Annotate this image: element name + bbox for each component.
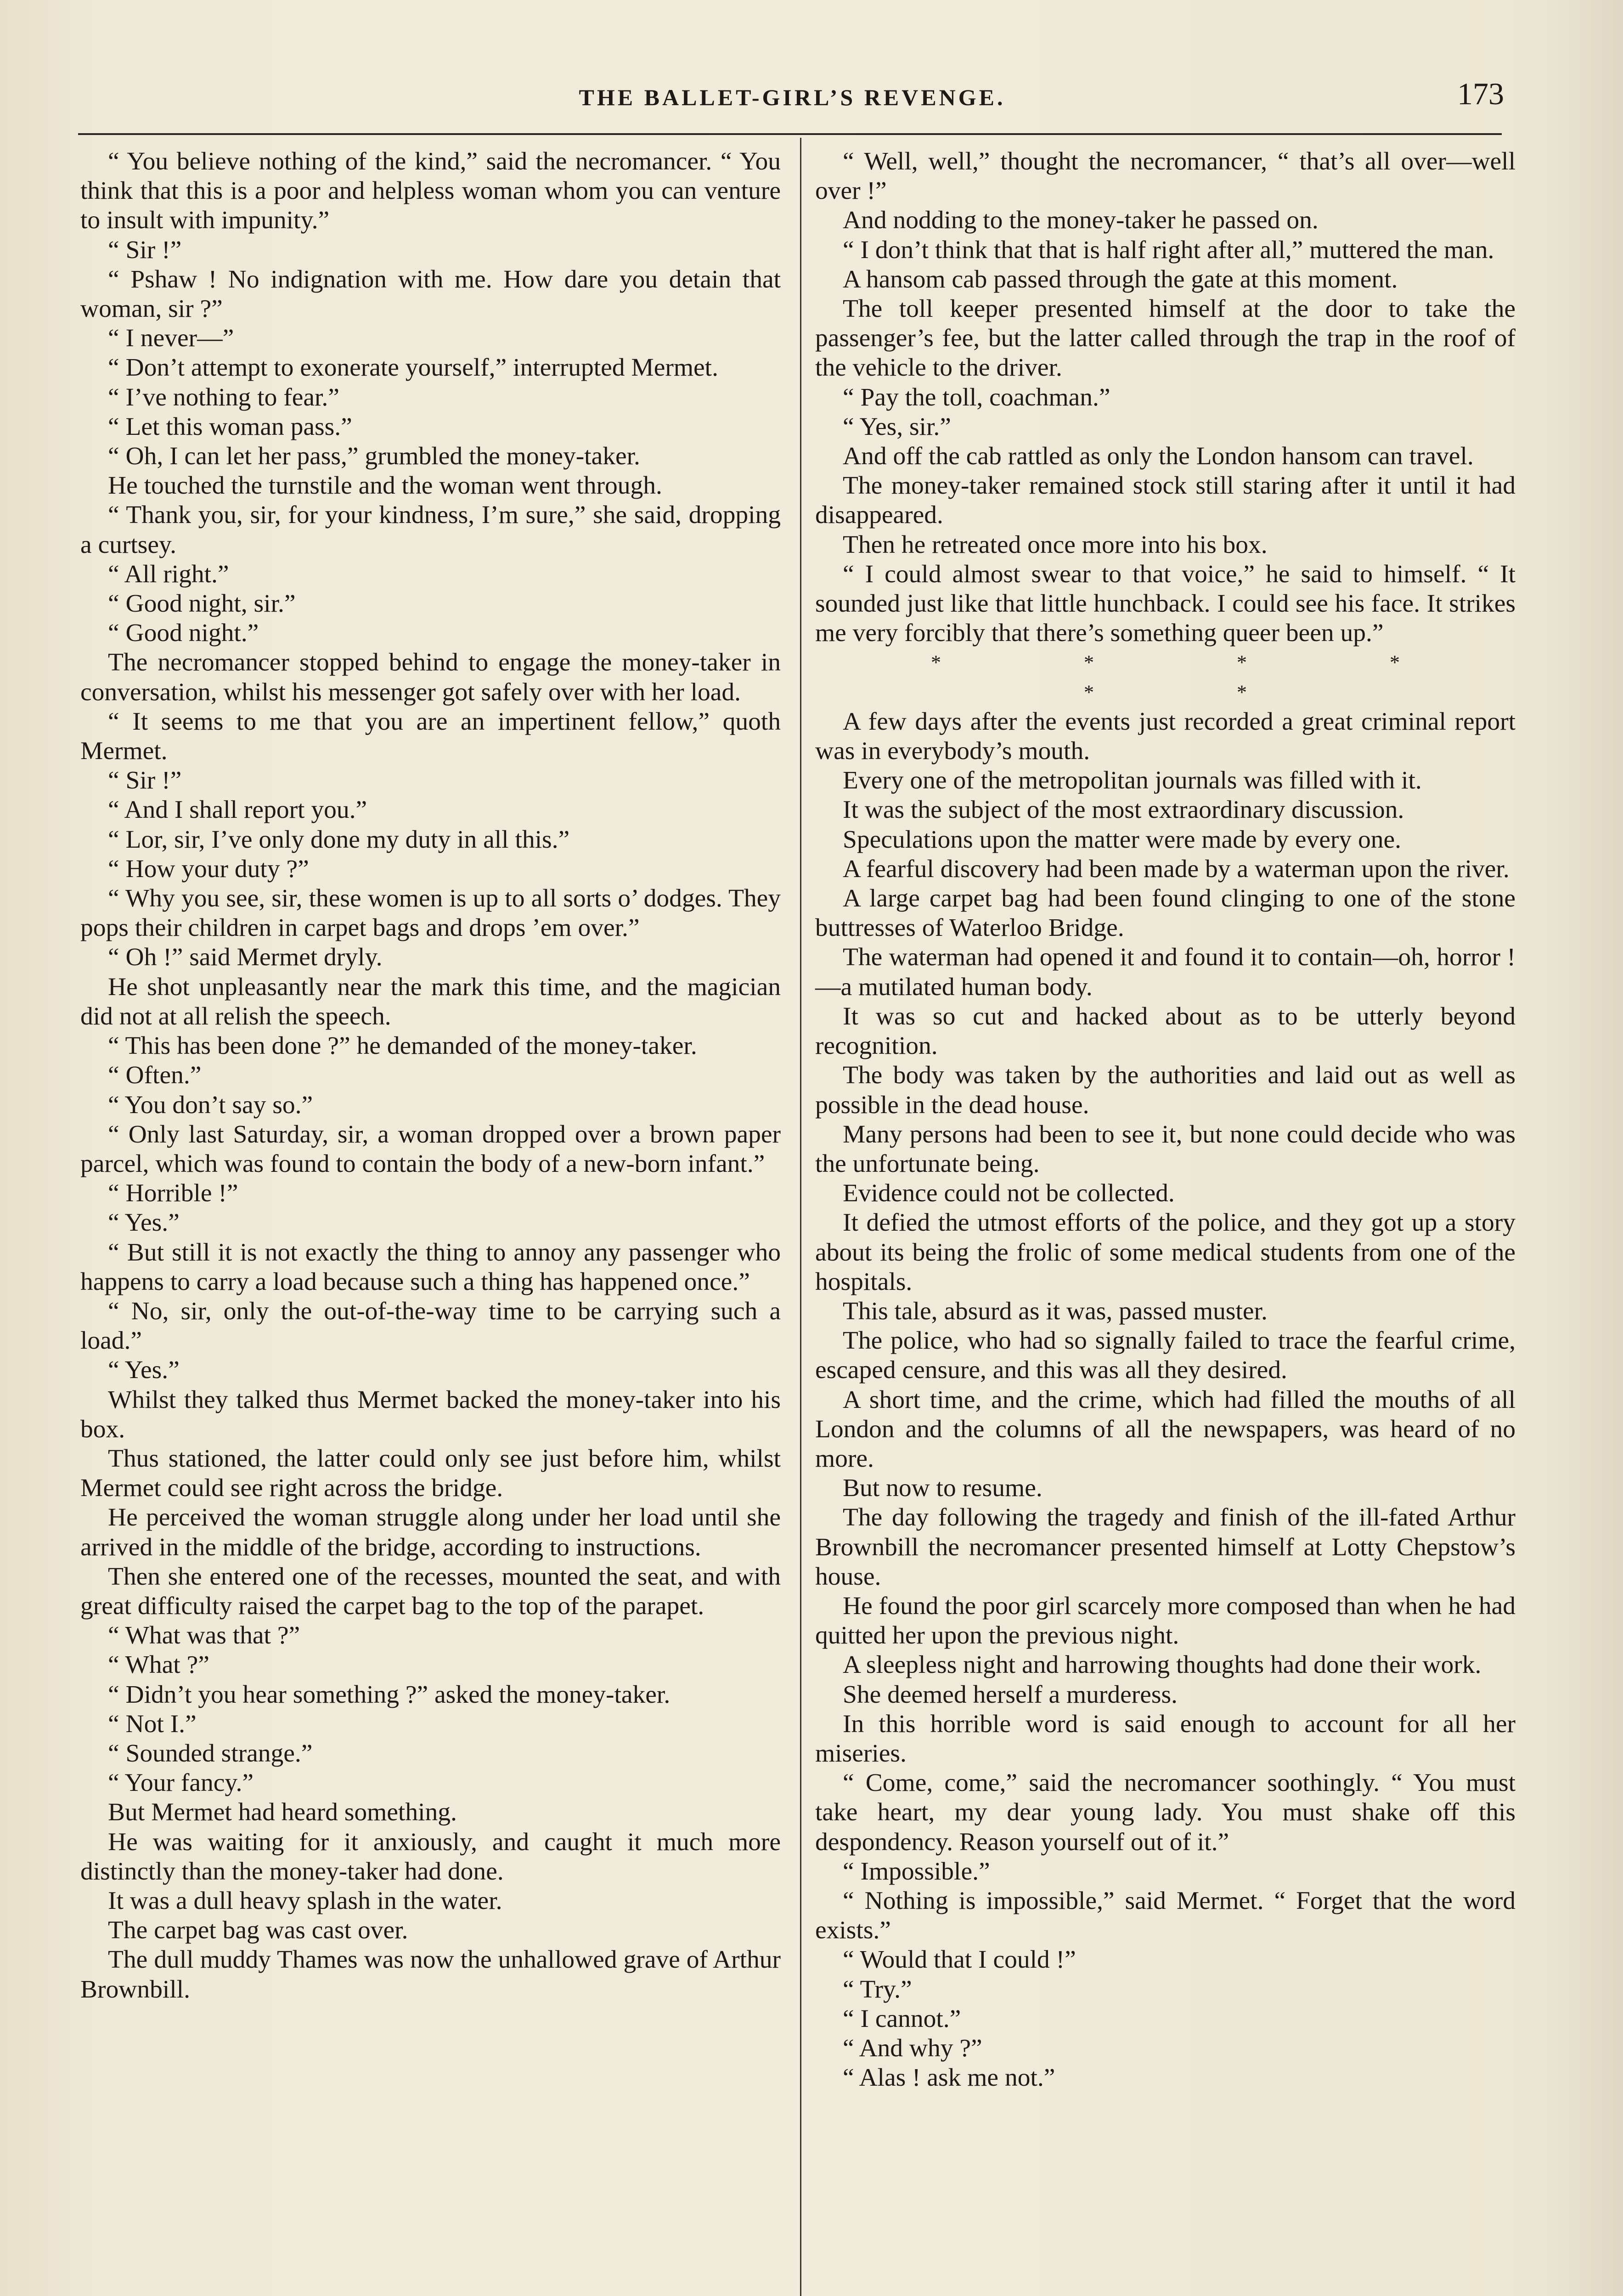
left-column [80, 147, 781, 2004]
paragraph: “ Lor, sir, I’ve only done my duty in all this.” [108, 825, 570, 854]
paragraph: “ Yes.” [108, 1356, 180, 1384]
running-title: THE BALLET-GIRL’S REVENGE. [579, 84, 1006, 110]
paragraph: A sleepless night and harrowing thoughts had done their work. [843, 1651, 1482, 1679]
paragraph: “ Horrible !” [108, 1179, 238, 1208]
paragraph: “ Oh !” said Mermet dryly. [108, 943, 383, 972]
paragraph: “ But still it is not exactly the thing to annoy any passenger who happens to carry a load because such a thing has happened once.” [80, 1238, 781, 1296]
paragraph: “ How your duty ?” [108, 855, 309, 883]
paragraph: “ Impossible.” [843, 1857, 990, 1885]
paragraph: “ Good night, sir.” [108, 590, 296, 618]
paragraph: “ I cannot.” [843, 2004, 961, 2033]
paragraph: It was the subject of the most extraordinary discussion. [843, 796, 1404, 824]
paragraph: The day following the tragedy and finish of the ill-fated Arthur Brownbill the necromancer presented himself at Lotty Chepstow’s house. [815, 1503, 1516, 1591]
section-break: * * * * * * [931, 651, 1469, 703]
paragraph: “ All right.” [108, 560, 229, 588]
paragraph: “ It seems to me that you are an impertinent fellow,” quoth Mermet. [80, 707, 781, 765]
paragraph: The money-taker remained stock still staring after it until it had disappeared. [815, 472, 1516, 529]
paragraph: “ Your fancy.” [108, 1769, 254, 1797]
paragraph: Thus stationed, the latter could only see just before him, whilst Mermet could see right across the bridge. [80, 1444, 781, 1503]
paragraph: “ Sir !” [108, 766, 182, 795]
paragraph: “ Good night.” [108, 619, 259, 647]
paragraph: “ What ?” [108, 1651, 209, 1679]
paragraph: It defied the utmost efforts of the police, and they got up a story about its being the frolic of some medical students from one of the hospitals. [815, 1209, 1516, 1296]
paragraph: “ Yes, sir.” [843, 412, 951, 441]
paragraph: “ Didn’t you hear something ?” asked the money-taker. [108, 1680, 671, 1709]
paragraph: Speculations upon the matter were made by every one. [843, 825, 1401, 854]
paragraph: He touched the turnstile and the woman went through. [108, 472, 662, 500]
paragraph: This tale, absurd as it was, passed muster. [843, 1297, 1268, 1325]
paragraph: And nodding to the money-taker he passed on. [843, 206, 1319, 235]
paragraph: “ No, sir, only the out-of-the-way time to be carrying such a load.” [80, 1297, 781, 1355]
paragraph: “ Thank you, sir, for your kindness, I’m sure,” she said, dropping a curtsey. [80, 501, 781, 559]
paragraph: “ Come, come,” said the necromancer soothingly. “ You must take heart, my dear young lady. You must shake off this despondency. Reason yourself out of it.” [815, 1769, 1516, 1856]
paragraph: A fearful discovery had been made by a waterman upon the river. [843, 855, 1510, 883]
paragraph: He was waiting for it anxiously, and caught it much more distinctly than the money-taker had done. [80, 1828, 781, 1885]
paragraph: The necromancer stopped behind to engage the money-taker in conversation, whilst his messenger got safely over with her load. [80, 648, 781, 706]
paragraph: “ Sir !” [108, 236, 182, 264]
paragraph: “ I could almost swear to that voice,” he said to himself. “ It sounded just like that little hunchback. I could see his face. It strikes me very forcibly that there’s something queer been up.” [815, 560, 1516, 647]
paragraph: He shot unpleasantly near the mark this time, and the magician did not at all relish the speech. [80, 973, 781, 1030]
paragraph: “ Only last Saturday, sir, a woman dropped over a brown paper parcel, which was found to contain the body of a new-born infant.” [80, 1120, 781, 1178]
paragraph: Many persons had been to see it, but none could decide who was the unfortunate being. [815, 1120, 1516, 1178]
paragraph: He found the poor girl scarcely more composed than when he had quitted her upon the previous night. [815, 1592, 1516, 1650]
paragraph: “ Don’t attempt to exonerate yourself,” interrupted Mermet. [108, 354, 718, 382]
paragraph: “ I never—” [108, 324, 234, 353]
paragraph: “ I don’t think that that is half right after all,” muttered the man. [843, 236, 1494, 264]
right-column-part-a [815, 147, 1516, 648]
paragraph: The toll keeper presented himself at the door to take the passenger’s fee, but the latter called through the trap in the roof of the vehicle to the driver. [815, 295, 1516, 382]
paragraph: A large carpet bag had been found clinging to one of the stone buttresses of Waterloo Bridge. [815, 884, 1516, 942]
paragraph: “ Often.” [108, 1061, 202, 1090]
paragraph: Evidence could not be collected. [843, 1179, 1175, 1208]
paragraph: “ Alas ! ask me not.” [843, 2064, 1055, 2092]
paragraph: “ This has been done ?” he demanded of the money-taker. [108, 1032, 697, 1060]
paragraph: She deemed herself a murderess. [843, 1680, 1178, 1709]
paragraph: Then he retreated once more into his box. [843, 530, 1268, 559]
paragraph: The police, who had so signally failed to trace the fearful crime, escaped censure, and this was all they desired. [815, 1327, 1516, 1384]
paragraph: The dull muddy Thames was now the unhallowed grave of Arthur Brownbill. [80, 1946, 781, 2003]
paragraph: The body was taken by the authorities and laid out as well as possible in the dead house. [815, 1061, 1516, 1119]
paragraph: In this horrible word is said enough to account for all her miseries. [815, 1710, 1516, 1767]
paragraph: “ I’ve nothing to fear.” [108, 383, 339, 411]
column-divider [800, 138, 801, 2296]
header-rule [78, 133, 1502, 135]
right-column [815, 147, 1516, 2093]
paragraph: The carpet bag was cast over. [108, 1916, 408, 1945]
paragraph: He perceived the woman struggle along under her load until she arrived in the middle of the bridge, according to instructions. [80, 1503, 781, 1561]
paragraph: A short time, and the crime, which had filled the mouths of all London and the columns of all the newspapers, was heard of no more. [815, 1385, 1516, 1473]
page-header [80, 76, 1504, 131]
paragraph: “ And I shall report you.” [108, 796, 367, 824]
page-edge-shadow [1536, 0, 1623, 2296]
paragraph: “ You don’t say so.” [108, 1091, 313, 1119]
paragraph: But Mermet had heard something. [108, 1798, 457, 1827]
page-number: 173 [1457, 76, 1504, 111]
paragraph: Every one of the metropolitan journals was filled with it. [843, 766, 1422, 795]
paragraph: It was a dull heavy splash in the water. [108, 1886, 502, 1915]
paragraph: It was so cut and hacked about as to be utterly beyond recognition. [815, 1002, 1516, 1060]
paragraph: “ Nothing is impossible,” said Mermet. “ Forget that the word exists.” [815, 1886, 1516, 1945]
paragraph: A hansom cab passed through the gate at this moment. [843, 265, 1398, 293]
paragraph: “ Sounded strange.” [108, 1739, 313, 1767]
paragraph: “ Pshaw ! No indignation with me. How dare you detain that woman, sir ?” [80, 265, 781, 323]
paragraph: A few days after the events just recorded a great criminal report was in everybody’s mouth. [815, 707, 1516, 765]
paragraph: “ Would that I could !” [843, 1946, 1076, 1974]
paragraph: Whilst they talked thus Mermet backed the money-taker into his box. [80, 1385, 781, 1443]
paragraph: “ You believe nothing of the kind,” said the necromancer. “ You think that this is a poor and helpless woman whom you can venture to insult with impunity.” [80, 147, 781, 235]
paragraph: “ Well, well,” thought the necromancer, “ that’s all over—well over !” [815, 147, 1516, 205]
paragraph: “ What was that ?” [108, 1621, 300, 1650]
paragraph: Then she entered one of the recesses, mounted the seat, and with great difficulty raised the carpet bag to the top of the parapet. [80, 1562, 781, 1620]
paragraph: The waterman had opened it and found it to contain—oh, horror !—a mutilated human body. [815, 943, 1516, 1001]
paragraph: “ Pay the toll, coachman.” [843, 383, 1110, 411]
paragraph: And off the cab rattled as only the London hansom can travel. [843, 442, 1474, 471]
paragraph: But now to resume. [843, 1474, 1043, 1503]
paragraph: “ Yes.” [108, 1209, 180, 1237]
paragraph: “ Not I.” [108, 1710, 197, 1738]
paragraph: “ Try.” [843, 1975, 912, 2003]
paragraph: “ Oh, I can let her pass,” grumbled the money-taker. [108, 442, 640, 471]
paragraph: “ And why ?” [843, 2034, 982, 2062]
paragraph: “ Let this woman pass.” [108, 412, 352, 441]
paragraph: “ Why you see, sir, these women is up to all sorts o’ dodges. They pops their children in carpet bags and drops ’em over.” [80, 884, 781, 942]
right-column-part-b [815, 707, 1516, 2093]
